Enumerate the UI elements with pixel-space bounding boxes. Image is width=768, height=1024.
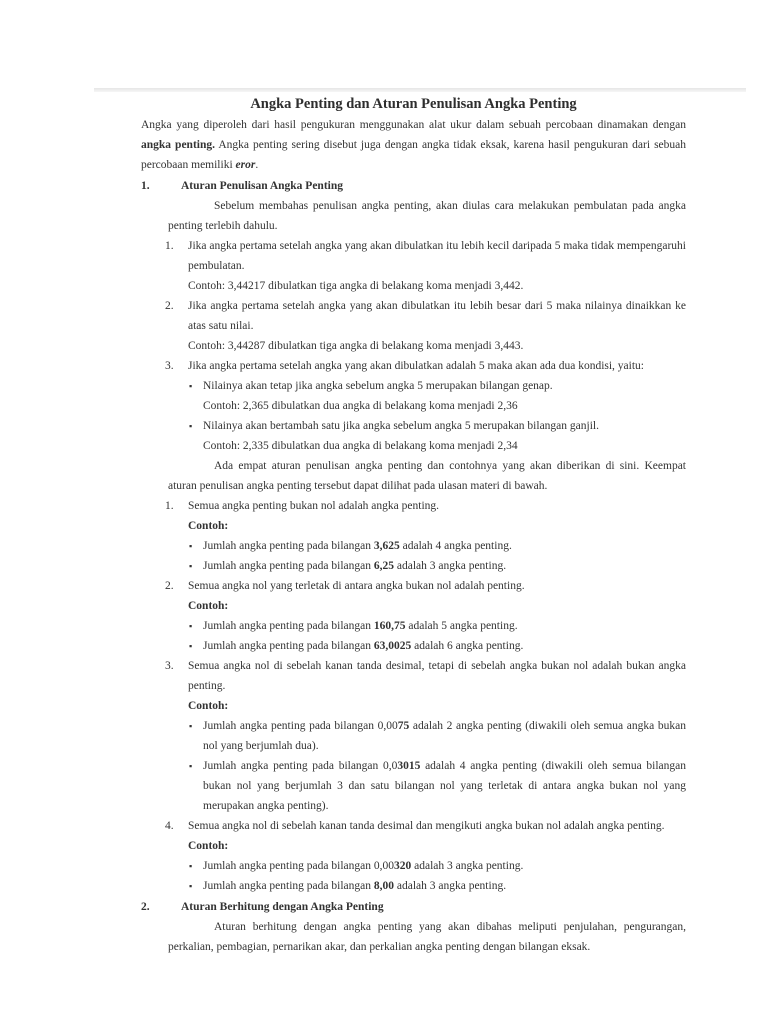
list-item xyxy=(141,356,686,376)
intro-paragraph xyxy=(141,115,686,175)
bullet-text: Jumlah angka penting pada bilangan 0,00 xyxy=(203,860,394,872)
bullet-text-end: adalah 6 angka penting. xyxy=(411,640,524,652)
bullet-marker-icon: ▪ xyxy=(189,621,193,631)
intro-end: . xyxy=(255,159,259,171)
intro-keyword: angka penting. xyxy=(141,139,215,151)
example-text: Contoh: 2,365 dibulatkan dua angka di belakang koma menjadi 2,36 xyxy=(203,400,518,412)
bullet-number: 160,75 xyxy=(373,620,406,632)
bullet-marker-icon: ▪ xyxy=(189,761,193,771)
item-text: Jika angka pertama setelah angka yang akan dibulatkan adalah 5 maka akan ada dua kondisi, yaitu: xyxy=(188,360,644,372)
rule-item xyxy=(141,656,686,696)
bullet-text: Jumlah angka penting pada bilangan 0,00 xyxy=(203,720,398,732)
bullet-item xyxy=(141,536,686,556)
item-number: 3. xyxy=(165,360,174,372)
contoh-label: Contoh: xyxy=(188,700,229,712)
bullet-text-end: adalah 4 angka penting (diwakili oleh semua bilangan bukan nol yang berjumlah 3 dan satu bilangan nol yang terletak di antara angka bukan nol yang merupakan angka penting). xyxy=(203,760,686,812)
bullet-number: 75 xyxy=(397,720,410,732)
bullet-item xyxy=(141,376,686,396)
document-body xyxy=(141,94,686,957)
bullet-item xyxy=(141,556,686,576)
section-heading-1 xyxy=(141,176,686,196)
list-item xyxy=(141,296,686,336)
section-number: 1. xyxy=(141,180,150,192)
section-heading-2 xyxy=(141,897,686,917)
bullet-text: Jumlah angka penting pada bilangan xyxy=(203,880,374,892)
example-text: Contoh: 3,44287 dibulatkan tiga angka di belakang koma menjadi 3,443. xyxy=(188,340,524,352)
top-divider xyxy=(94,88,746,92)
bullet-item xyxy=(141,756,686,816)
item-number: 3. xyxy=(165,660,174,672)
bullet-marker-icon: ▪ xyxy=(189,561,193,571)
bullet-number: 320 xyxy=(393,860,412,872)
bullet-number: 63,0025 xyxy=(373,640,412,652)
rule-item xyxy=(141,816,686,836)
bullet-item xyxy=(141,856,686,876)
bullet-text-end: adalah 5 angka penting. xyxy=(405,620,518,632)
bullet-number: 6,25 xyxy=(373,560,394,572)
bullet-number: 3,625 xyxy=(373,540,400,552)
bullet-marker-icon: ▪ xyxy=(189,721,193,731)
section-title: Aturan Berhitung dengan Angka Penting xyxy=(181,901,384,913)
bullet-marker-icon: ▪ xyxy=(189,541,193,551)
bullet-text-end: adalah 3 angka penting. xyxy=(393,880,507,892)
example-text: Contoh: 3,44217 dibulatkan tiga angka di belakang koma menjadi 3,442. xyxy=(188,280,524,292)
bullet-text-end: adalah 2 angka penting (diwakili oleh semua angka bukan nol yang berjumlah dua). xyxy=(203,720,686,752)
contoh-label: Contoh: xyxy=(188,520,229,532)
contoh-label: Contoh: xyxy=(188,600,229,612)
bullet-text-end: adalah 3 angka penting. xyxy=(393,560,507,572)
bullet-item xyxy=(141,876,686,896)
bullet-marker-icon: ▪ xyxy=(189,881,193,891)
rule-item xyxy=(141,496,686,516)
bullet-item xyxy=(141,616,686,636)
bullet-item xyxy=(141,716,686,756)
bullet-marker-icon: ▪ xyxy=(189,641,193,651)
item-number: 2. xyxy=(165,300,174,312)
bullet-item xyxy=(141,416,686,436)
rule-item xyxy=(141,576,686,596)
bullet-item xyxy=(141,636,686,656)
intro-text: Angka yang diperoleh dari hasil pengukuran menggunakan alat ukur dalam sebuah percobaan dinamakan dengan xyxy=(141,119,686,131)
section-title: Aturan Penulisan Angka Penting xyxy=(181,180,343,192)
bullet-text: Jumlah angka penting pada bilangan xyxy=(203,620,374,632)
bullet-text: Jumlah angka penting pada bilangan xyxy=(203,640,374,652)
bullet-number: 8,00 xyxy=(373,880,394,892)
intro-text-continued: Angka penting sering disebut juga dengan angka tidak eksak, karena hasil pengukuran dari sebuah percobaan memiliki xyxy=(141,139,687,171)
section-number: 2. xyxy=(141,901,150,913)
item-number: 1. xyxy=(165,240,174,252)
intro-eror-term: eror xyxy=(235,159,256,171)
item-number: 1. xyxy=(165,500,174,512)
bullet-marker-icon: ▪ xyxy=(189,421,193,431)
list-item xyxy=(141,236,686,276)
bullet-marker-icon: ▪ xyxy=(189,861,193,871)
rules-lead: Ada empat aturan penulisan angka penting dan contohnya yang akan diberikan di sini. Keempat aturan penulisan angka penting tersebut dapat dilihat pada ulasan materi di bawah. xyxy=(168,460,686,492)
bullet-number: 3015 xyxy=(397,760,421,772)
item-text: Jika angka pertama setelah angka yang akan dibulatkan itu lebih kecil daripada 5 maka tidak mempengaruhi pembulatan. xyxy=(188,240,686,272)
bullet-text: Jumlah angka penting pada bilangan xyxy=(203,560,374,572)
bullet-marker-icon: ▪ xyxy=(189,381,193,391)
page-title: Angka Penting dan Aturan Penulisan Angka Penting xyxy=(250,96,577,112)
bullet-text-end: adalah 3 angka penting. xyxy=(411,860,524,872)
item-text: Semua angka nol yang terletak di antara angka bukan nol adalah penting. xyxy=(188,580,525,592)
bullet-text-end: adalah 4 angka penting. xyxy=(399,540,512,552)
bullet-text: Jumlah angka penting pada bilangan xyxy=(203,540,374,552)
bullet-text: Nilainya akan tetap jika angka sebelum angka 5 merupakan bilangan genap. xyxy=(203,380,553,392)
bullet-text: Jumlah angka penting pada bilangan 0,0 xyxy=(203,760,398,772)
contoh-label: Contoh: xyxy=(188,840,229,852)
item-number: 4. xyxy=(165,820,174,832)
section2-lead: Aturan berhitung dengan angka penting yang akan dibahas meliputi penjulahan, pengurangan, perkalian, pembagian, pernarikan akar, dan perkalian angka penting dengan bilangan eksak. xyxy=(168,921,686,953)
section1-lead: Sebelum membahas penulisan angka penting, akan diulas cara melakukan pembulatan pada angka penting terlebih dahulu. xyxy=(168,200,686,232)
bullet-text: Nilainya akan bertambah satu jika angka sebelum angka 5 merupakan bilangan ganjil. xyxy=(203,420,599,432)
item-text: Jika angka pertama setelah angka yang akan dibulatkan itu lebih besar dari 5 maka nilainya dinaikkan ke atas satu nilai. xyxy=(188,300,686,332)
example-text: Contoh: 2,335 dibulatkan dua angka di belakang koma menjadi 2,34 xyxy=(203,440,518,452)
item-text: Semua angka nol di sebelah kanan tanda desimal dan mengikuti angka bukan nol adalah angka penting. xyxy=(188,820,665,832)
item-number: 2. xyxy=(165,580,174,592)
item-text: Semua angka penting bukan nol adalah angka penting. xyxy=(188,500,440,512)
item-text: Semua angka nol di sebelah kanan tanda desimal, tetapi di sebelah angka bukan nol adalah bukan angka penting. xyxy=(188,660,686,692)
